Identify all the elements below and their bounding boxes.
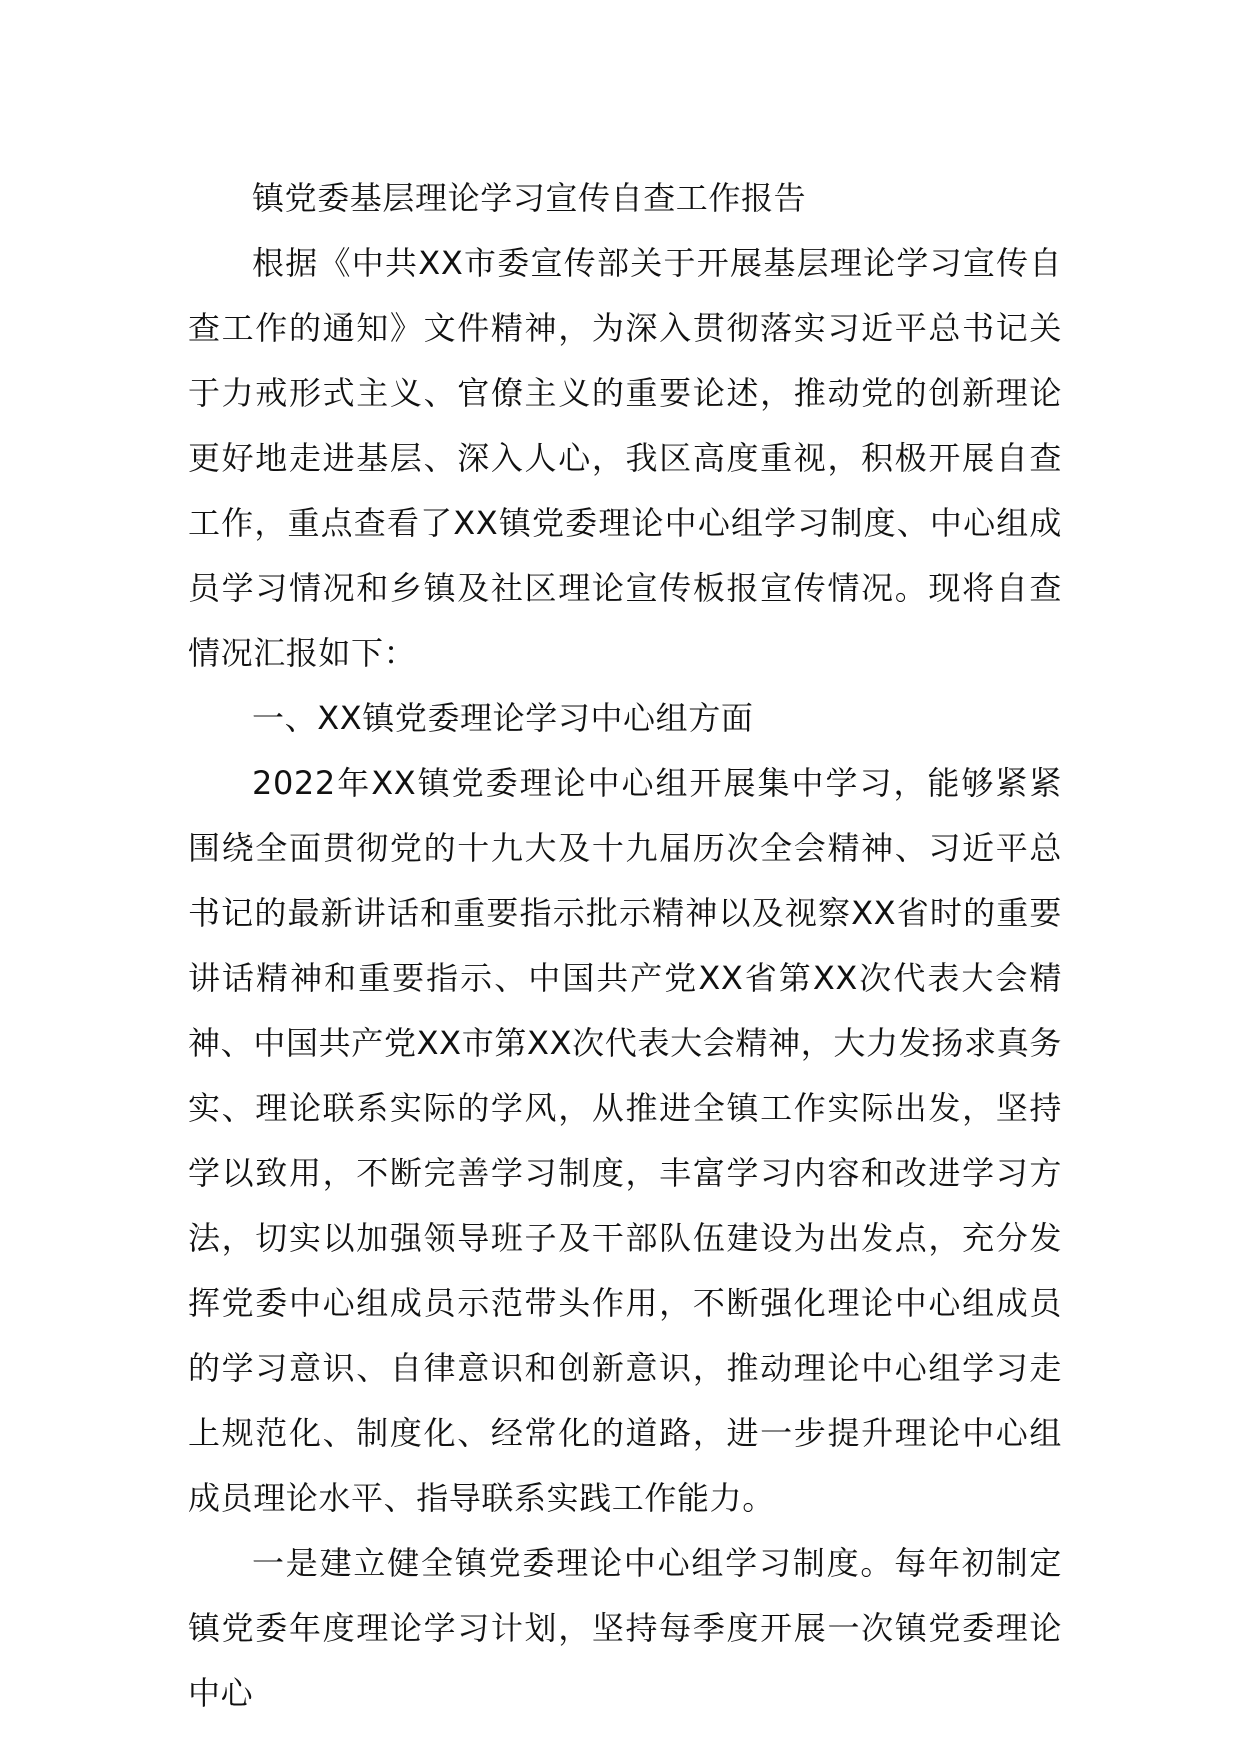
document-title: 镇党委基层理论学习宣传自查工作报告 <box>252 179 807 217</box>
paragraph-point-one: 一是建立健全镇党委理论中心组学习制度。每年初制定镇党委年度理论学习计划，坚持每季度开展一次镇党委理论中心 <box>188 1544 1062 1712</box>
document-body <box>188 166 1062 1726</box>
section-heading: 一、XX镇党委理论学习中心组方面 <box>252 699 754 737</box>
paragraph-section-one: 2022年XX镇党委理论中心组开展集中学习，能够紧紧围绕全面贯彻党的十九大及十九届历次全会精神、习近平总书记的最新讲话和重要指示批示精神以及视察XX省时的重要讲话精神和重要指示、中国共产党XX省第XX次代表大会精神、中国共产党XX市第XX次代表大会精神，大力发扬求真务实、理论联系实际的学风，从推进全镇工作实际出发，坚持学以致用，不断完善学习制度，丰富学习内容和改进学习方法，切实以加强领导班子及干部队伍建设为出发点，充分发挥党委中心组成员示范带头作用，不断强化理论中心组成员的学习意识、自律意识和创新意识，推动理论中心组学习走上规范化、制度化、经常化的道路，进一步提升理论中心组成员理论水平、指导联系实践工作能力。 <box>188 764 1062 1517</box>
paragraph-intro: 根据《中共XX市委宣传部关于开展基层理论学习宣传自查工作的通知》文件精神，为深入贯彻落实习近平总书记关于力戒形式主义、官僚主义的重要论述，推动党的创新理论更好地走进基层、深入人心，我区高度重视，积极开展自查工作，重点查看了XX镇党委理论中心组学习制度、中心组成员学习情况和乡镇及社区理论宣传板报宣传情况。现将自查情况汇报如下： <box>188 244 1062 672</box>
